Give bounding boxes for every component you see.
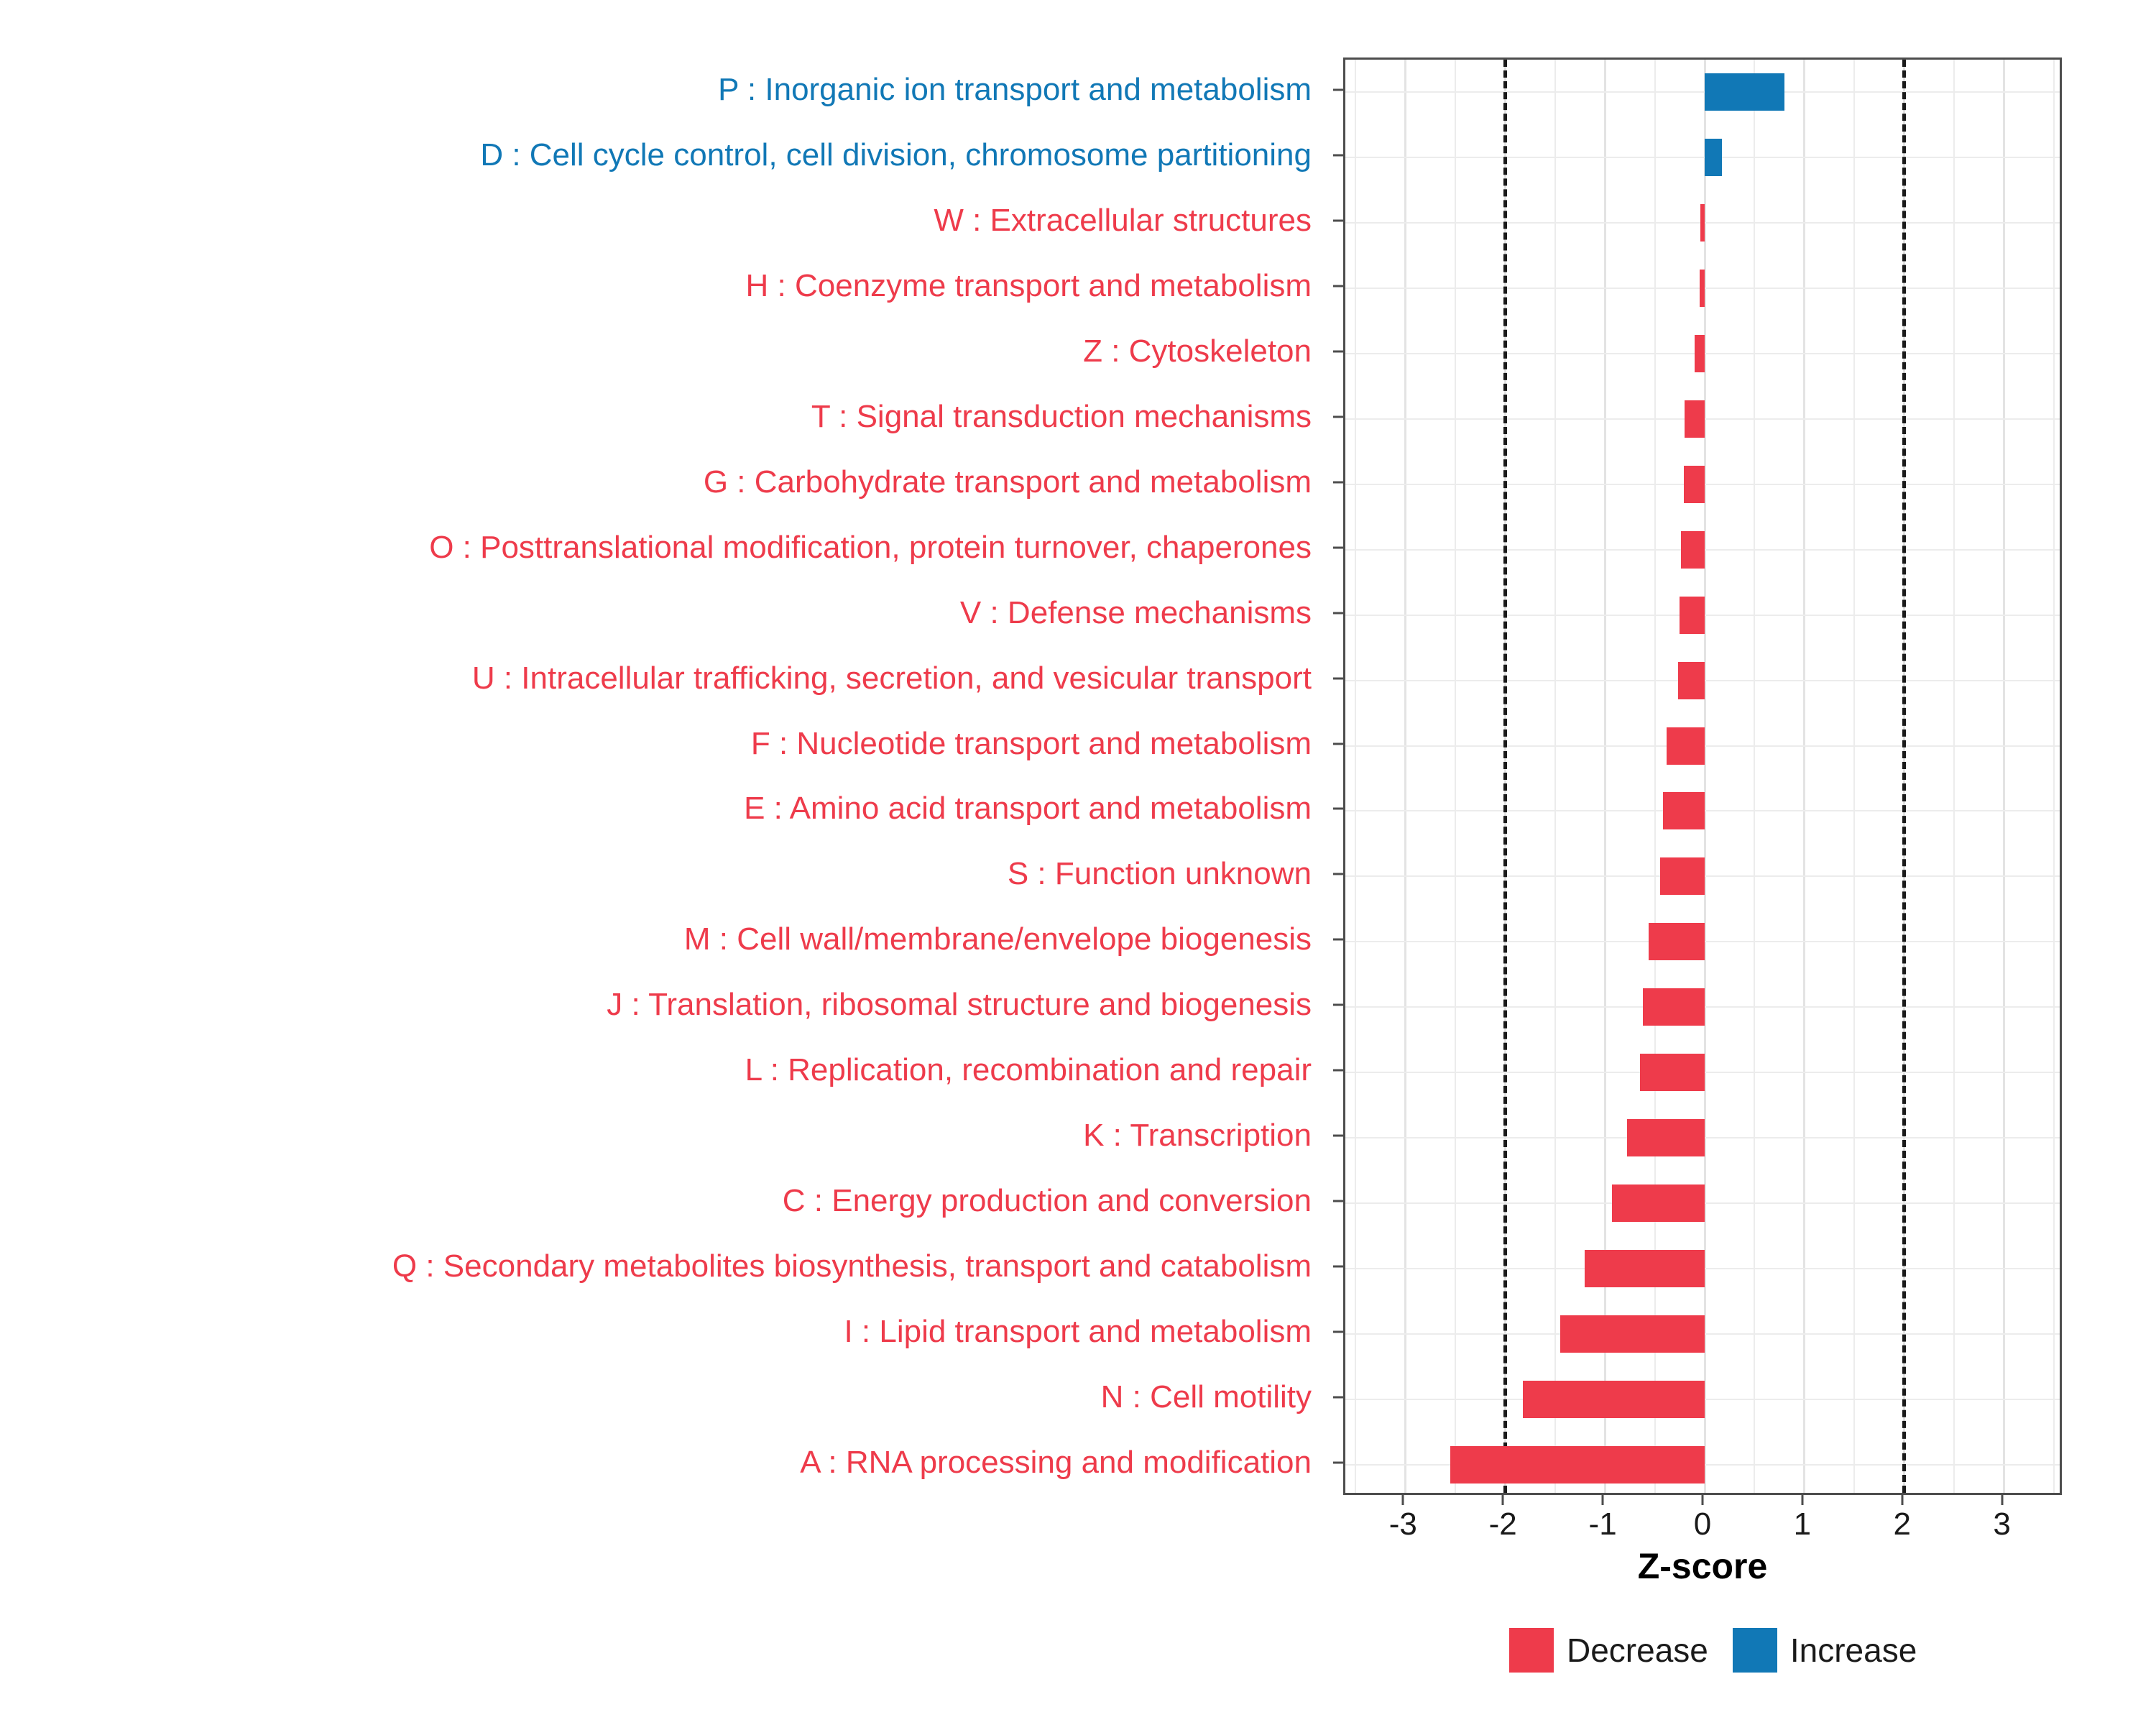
category-label: F : Nucleotide transport and metabolism <box>750 725 1312 761</box>
row-gridline <box>1345 157 2060 158</box>
category-label: H : Coenzyme transport and metabolism <box>745 268 1312 304</box>
category-label: G : Carbohydrate transport and metabolism <box>703 464 1312 500</box>
category-label: L : Replication, recombination and repair <box>745 1052 1312 1088</box>
bar <box>1680 597 1705 634</box>
category-label: C : Energy production and conversion <box>782 1182 1312 1218</box>
bar <box>1640 1054 1705 1091</box>
bar <box>1705 73 1784 111</box>
bar <box>1660 857 1705 895</box>
bar <box>1612 1184 1705 1222</box>
bar <box>1678 662 1705 699</box>
category-label: Z : Cytoskeleton <box>1083 334 1312 369</box>
y-axis-tick <box>1333 1265 1343 1267</box>
y-axis-tick <box>1333 677 1343 679</box>
y-axis-tick <box>1333 220 1343 222</box>
plot-panel <box>1343 58 2062 1495</box>
category-label: M : Cell wall/membrane/envelope biogenesis <box>683 921 1312 957</box>
category-label: P : Inorganic ion transport and metabolism <box>718 72 1312 108</box>
x-axis-tick-label: -1 <box>1588 1506 1617 1542</box>
category-label: E : Amino acid transport and metabolism <box>744 791 1312 827</box>
category-label: T : Signal transduction mechanisms <box>811 399 1312 434</box>
gridline-minor <box>1953 60 1955 1493</box>
y-axis-tick <box>1333 873 1343 875</box>
gridline-major <box>1404 60 1406 1493</box>
gridline-minor <box>1355 60 1356 1493</box>
bar <box>1700 270 1705 307</box>
bar <box>1649 923 1705 960</box>
bar <box>1585 1250 1705 1287</box>
y-axis-tick <box>1333 546 1343 548</box>
bar <box>1695 335 1705 372</box>
x-axis-tick-label: 2 <box>1893 1506 1912 1542</box>
x-axis-tick <box>1502 1495 1504 1505</box>
x-axis-tick <box>1602 1495 1604 1505</box>
legend-item <box>1509 1628 1708 1673</box>
bar <box>1681 531 1705 569</box>
x-axis-tick-label: 0 <box>1693 1506 1712 1542</box>
y-axis-tick <box>1333 742 1343 745</box>
bar <box>1705 139 1722 176</box>
x-axis-tick <box>1702 1495 1704 1505</box>
y-axis-tick <box>1333 351 1343 353</box>
y-axis-tick <box>1333 1461 1343 1463</box>
bar <box>1627 1119 1705 1156</box>
gridline-minor <box>2053 60 2055 1493</box>
bar <box>1643 988 1705 1026</box>
y-axis-tick <box>1333 89 1343 91</box>
x-axis-tick <box>1402 1495 1404 1505</box>
x-axis-title: Z-score <box>1637 1546 1768 1586</box>
bar <box>1684 466 1705 503</box>
reference-line <box>1503 60 1507 1493</box>
x-axis-tick-label: -3 <box>1388 1506 1417 1542</box>
legend-label: Decrease <box>1567 1632 1708 1669</box>
category-label: V : Defense mechanisms <box>959 594 1312 630</box>
y-axis-tick <box>1333 1330 1343 1333</box>
category-label: J : Translation, ribosomal structure and biogenesis <box>607 987 1312 1023</box>
category-label: A : RNA processing and modification <box>800 1444 1312 1480</box>
category-label: W : Extracellular structures <box>934 203 1312 239</box>
y-axis-tick <box>1333 939 1343 941</box>
y-axis-tick <box>1333 1135 1343 1137</box>
legend <box>1509 1628 1917 1673</box>
x-axis <box>1343 1495 2062 1545</box>
reference-line <box>1902 60 1906 1493</box>
x-axis-tick <box>2001 1495 2003 1505</box>
y-axis-tick <box>1333 481 1343 483</box>
gridline-major <box>1803 60 1805 1493</box>
bar <box>1700 204 1705 242</box>
category-label: N : Cell motility <box>1100 1379 1312 1414</box>
category-label: K : Transcription <box>1083 1118 1312 1153</box>
y-axis-tick <box>1333 155 1343 157</box>
y-axis-tick <box>1333 285 1343 288</box>
legend-label: Increase <box>1789 1632 1917 1669</box>
y-axis-tick <box>1333 612 1343 614</box>
category-label: U : Intracellular trafficking, secretion, and vesicular transport <box>471 660 1312 696</box>
bar <box>1560 1315 1705 1353</box>
category-label: Q : Secondary metabolites biosynthesis, transport and catabolism <box>392 1248 1312 1284</box>
x-axis-tick-label: 1 <box>1793 1506 1812 1542</box>
gridline-minor <box>1554 60 1556 1493</box>
legend-item <box>1733 1628 1917 1673</box>
gridline-minor <box>1754 60 1755 1493</box>
x-axis-tick-label: -2 <box>1488 1506 1517 1542</box>
category-label-column <box>0 58 1333 1495</box>
bar <box>1667 727 1705 765</box>
bar <box>1450 1446 1705 1484</box>
row-gridline <box>1345 91 2060 93</box>
bar <box>1663 792 1705 829</box>
category-label: I : Lipid transport and metabolism <box>844 1313 1312 1349</box>
category-label: S : Function unknown <box>1007 856 1312 892</box>
y-axis-tick <box>1333 1004 1343 1006</box>
category-label: O : Posttranslational modification, protein turnover, chaperones <box>429 529 1312 565</box>
bar <box>1685 400 1705 438</box>
legend-swatch-icon <box>1509 1628 1554 1673</box>
gridline-minor <box>1455 60 1456 1493</box>
category-label: D : Cell cycle control, cell division, chromosome partitioning <box>480 137 1312 173</box>
bar <box>1523 1381 1705 1418</box>
gridline-major <box>2003 60 2005 1493</box>
y-axis-tick <box>1333 416 1343 418</box>
x-axis-tick <box>1901 1495 1903 1505</box>
y-axis-tick <box>1333 1200 1343 1202</box>
y-axis-tick <box>1333 1070 1343 1072</box>
y-axis-tick <box>1333 1396 1343 1398</box>
x-axis-tick-label: 3 <box>1993 1506 2011 1542</box>
legend-swatch-icon <box>1733 1628 1777 1673</box>
x-axis-tick <box>1801 1495 1803 1505</box>
y-axis-tick <box>1333 808 1343 810</box>
gridline-minor <box>1853 60 1855 1493</box>
